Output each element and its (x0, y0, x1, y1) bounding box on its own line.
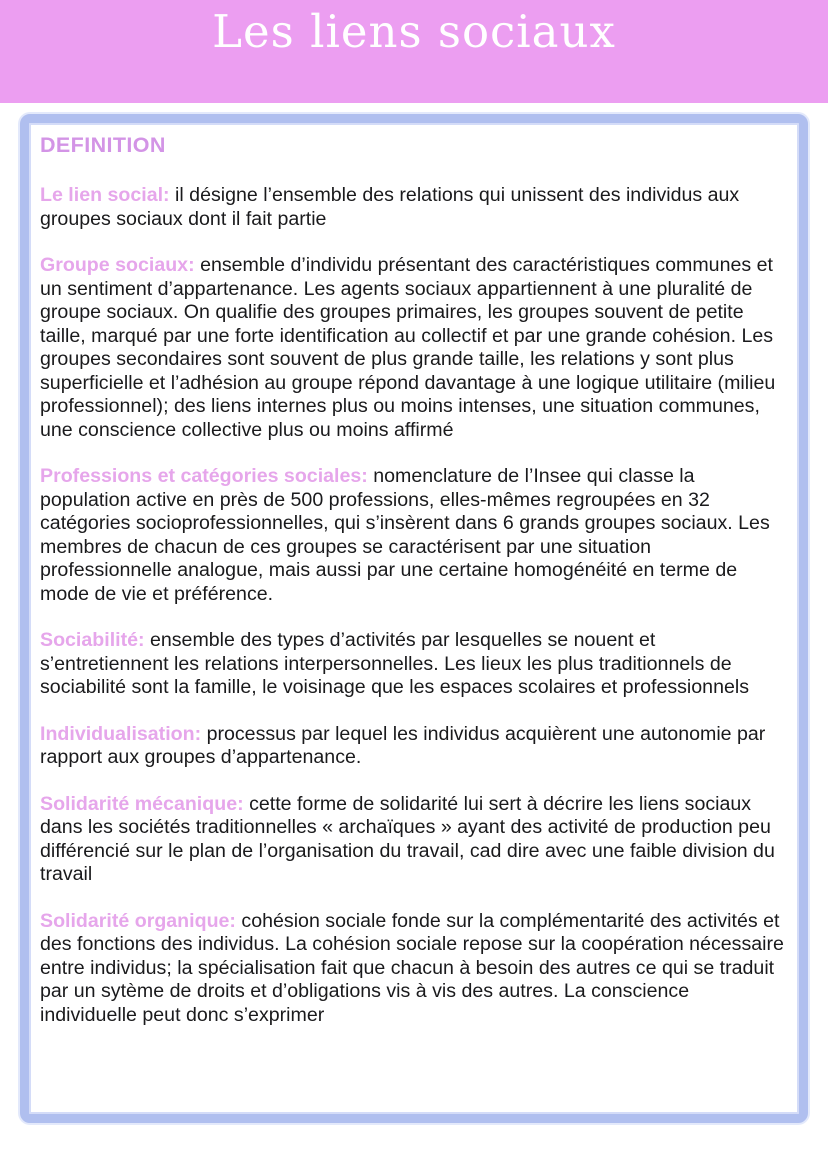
definition-term: Solidarité mécanique: (40, 792, 250, 815)
definition-term: Groupe sociaux: (40, 254, 201, 276)
definition-term: Individualisation: (40, 722, 207, 745)
definition-term: Sociabilité: (40, 629, 150, 651)
definition-text: cette forme de solidarité lui sert à décrire les liens sociaux dans les sociétés traditionnelles « archaïques » ayant des activité de production peu différencié sur le plan de l’organisation du travail, cad dire avec une faible division du travail (40, 792, 775, 885)
definition-item (40, 629, 786, 700)
section-heading: DEFINITION (40, 133, 166, 157)
definition-item (40, 184, 786, 231)
definition-item (40, 793, 786, 887)
definition-term: Professions et catégories sociales: (40, 465, 374, 487)
definition-term: Le lien social: (40, 184, 176, 206)
definition-text: il désigne l’ensemble des relations qui unissent des individus aux groupes sociaux dont il fait partie (40, 184, 740, 230)
definition-card (20, 114, 808, 1123)
title-banner (0, 0, 828, 103)
definition-term: Solidarité organique: (40, 909, 242, 932)
definition-text: nomenclature de l’Insee qui classe la population active en près de 500 professions, elles-mêmes regroupées en 32 catégories socioprofessionnelles, qui s’insèrent dans 6 grands groupes sociaux. Les membres de chacun de ces groupes se caractérisent par une situation professionnelle analogue, mais aussi par une certaine homogénéité en terme de mode de vie et préférence. (40, 465, 770, 605)
definition-item (40, 254, 786, 442)
definition-text: processus par lequel les individus acquièrent une autonomie par rapport aux groupes d’appartenance. (40, 722, 766, 768)
definition-item (40, 465, 786, 606)
definition-item (40, 723, 786, 770)
page-title: Les liens sociaux (212, 5, 616, 58)
definition-text: cohésion sociale fonde sur la complémentarité des activités et des fonctions des individus. La cohésion sociale repose sur la coopération nécessaire entre individus; la spécialisation fait que chacun à besoin des autres ce qui se traduit par un sytème de droits et d’obligations vis à vis des autres. La conscience individuelle peut donc s’exprimer (40, 909, 784, 1026)
definitions-list (40, 184, 786, 1027)
definition-text: ensemble des types d’activités par lesquelles se nouent et s’entretiennent les relations interpersonnelles. Les lieux les plus traditionnels de sociabilité sont la famille, le voisinage que les espaces scolaires et professionnels (40, 629, 750, 698)
definition-item (40, 910, 786, 1028)
definition-text: ensemble d’individu présentant des caractéristiques communes et un sentiment d’appartenance. Les agents sociaux appartiennent à une pluralité de groupe sociaux. On qualifie des groupes primaires, les groupes souvent de petite taille, marqué par une forte identification au collectif et par une grande cohésion. Les groupes secondaires sont souvent de plus grande taille, les relations y sont plus superficielle et l’adhésion au groupe répond davantage à une logique utilitaire (milieu professionnel); des liens internes plus ou moins intenses, une situation communes, une conscience collective plus ou moins affirmé (40, 254, 776, 441)
